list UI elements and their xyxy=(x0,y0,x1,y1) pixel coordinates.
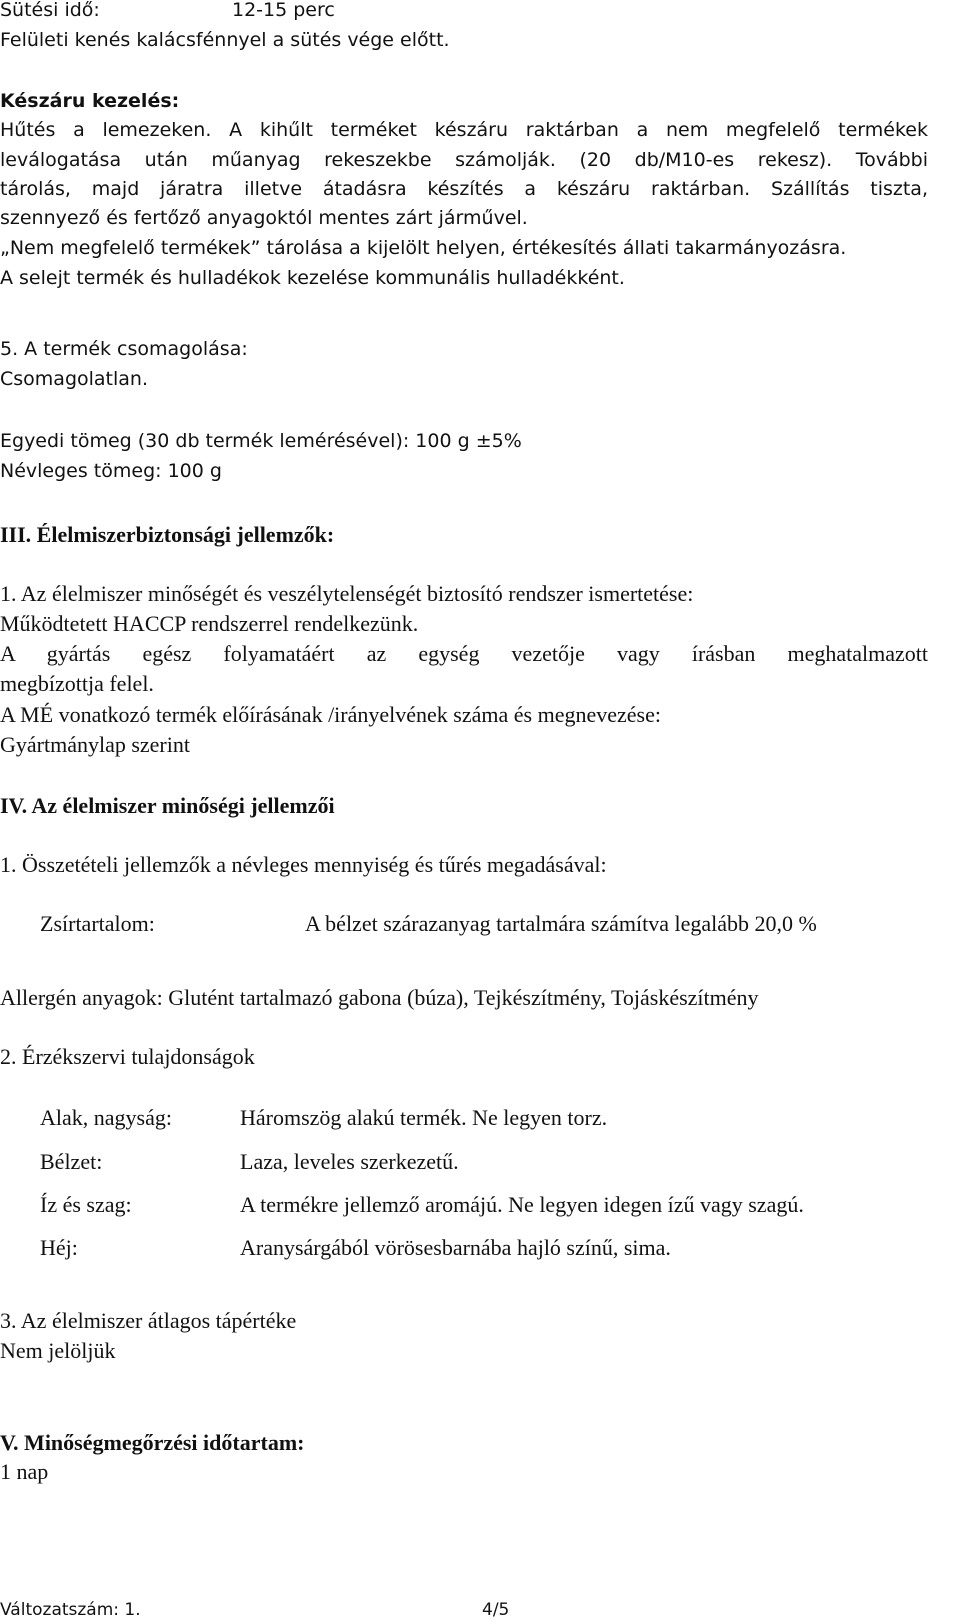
finished-goods-line-5: „Nem megfelelő termékek” tárolása a kijelölt helyen, értékesítés állati takarmányozásra. xyxy=(0,237,847,259)
baking-time-label: Sütési idő: xyxy=(0,0,100,21)
sensory-label-crumb: Bélzet: xyxy=(40,1149,103,1174)
sensory-value-crumb: Laza, leveles szerkezetű. xyxy=(240,1149,459,1174)
fat-value: A bélzet szárazanyag tartalmára számítva legalább 20,0 % xyxy=(305,911,817,936)
shelf-life-heading: V. Minőségmegőrzési időtartam: xyxy=(0,1430,305,1455)
composition-heading: 1. Összetételi jellemzők a névleges mennyiség és tűrés megadásával: xyxy=(0,852,607,877)
fat-label: Zsírtartalom: xyxy=(40,911,155,936)
finished-goods-heading: Készáru kezelés: xyxy=(0,90,180,112)
version-number: Változatszám: 1. xyxy=(0,1600,141,1620)
nutrition-heading: 3. Az élelmiszer átlagos tápértéke xyxy=(0,1308,297,1333)
baking-time-row xyxy=(0,0,335,22)
finished-goods-line-6: A selejt termék és hulladékok kezelése kommunális hulladékként. xyxy=(0,267,625,289)
unit-weight: Egyedi tömeg (30 db termék lemérésével): 100 g ±5% xyxy=(0,430,522,452)
nutrition-value: Nem jelöljük xyxy=(0,1338,116,1363)
packaging-heading: 5. A termék csomagolása: xyxy=(0,338,248,360)
finished-goods-line-3: tárolás, majd járatra illetve átadásra készítés a készáru raktárban. Szállítás tiszta, xyxy=(0,178,928,200)
sensory-heading: 2. Érzékszervi tulajdonságok xyxy=(0,1044,255,1069)
food-safety-heading: III. Élelmiszerbiztonsági jellemzők: xyxy=(0,522,335,547)
finished-goods-line-1: Hűtés a lemezeken. A kihűlt terméket készáru raktárban a nem megfelelő termékek xyxy=(0,119,928,141)
sensory-value-taste: A termékre jellemző aromájú. Ne legyen idegen ízű vagy szagú. xyxy=(240,1192,804,1217)
finished-goods-line-2: leválogatása után műanyag rekeszekbe számolják. (20 db/M10-es rekesz). További xyxy=(0,149,928,171)
food-safety-line-6: Gyártmánylap szerint xyxy=(0,732,190,757)
nominal-weight: Névleges tömeg: 100 g xyxy=(0,460,222,482)
packaging-value: Csomagolatlan. xyxy=(0,368,149,390)
food-safety-line-4: megbízottja felel. xyxy=(0,671,154,696)
food-safety-line-2: Működtetett HACCP rendszerrel rendelkezünk. xyxy=(0,611,419,636)
page-number: 4/5 xyxy=(482,1600,510,1620)
sensory-label-shape: Alak, nagyság: xyxy=(40,1105,172,1130)
sensory-label-crust: Héj: xyxy=(40,1235,78,1260)
sensory-label-taste: Íz és szag: xyxy=(40,1192,132,1217)
sensory-value-shape: Háromszög alakú termék. Ne legyen torz. xyxy=(240,1105,608,1130)
shelf-life-value: 1 nap xyxy=(0,1459,49,1484)
glaze-note: Felületi kenés kalácsfénnyel a sütés vége előtt. xyxy=(0,29,450,51)
allergens: Allergén anyagok: Glutént tartalmazó gabona (búza), Tejkészítmény, Tojáskészítmény xyxy=(0,985,759,1010)
sensory-value-crust: Aranysárgából vörösesbarnába hajló színű, sima. xyxy=(240,1235,671,1260)
quality-heading: IV. Az élelmiszer minőségi jellemzői xyxy=(0,793,335,818)
food-safety-line-5: A MÉ vonatkozó termék előírásának /irányelvének száma és megnevezése: xyxy=(0,702,661,727)
food-safety-line-3: A gyártás egész folyamatáért az egység vezetője vagy írásban meghatalmazott xyxy=(0,641,928,666)
food-safety-line-1: 1. Az élelmiszer minőségét és veszélytelenségét biztosító rendszer ismertetése: xyxy=(0,581,694,606)
baking-time-value: 12-15 perc xyxy=(232,0,335,21)
finished-goods-line-4: szennyező és fertőző anyagoktól mentes zárt járművel. xyxy=(0,207,528,229)
